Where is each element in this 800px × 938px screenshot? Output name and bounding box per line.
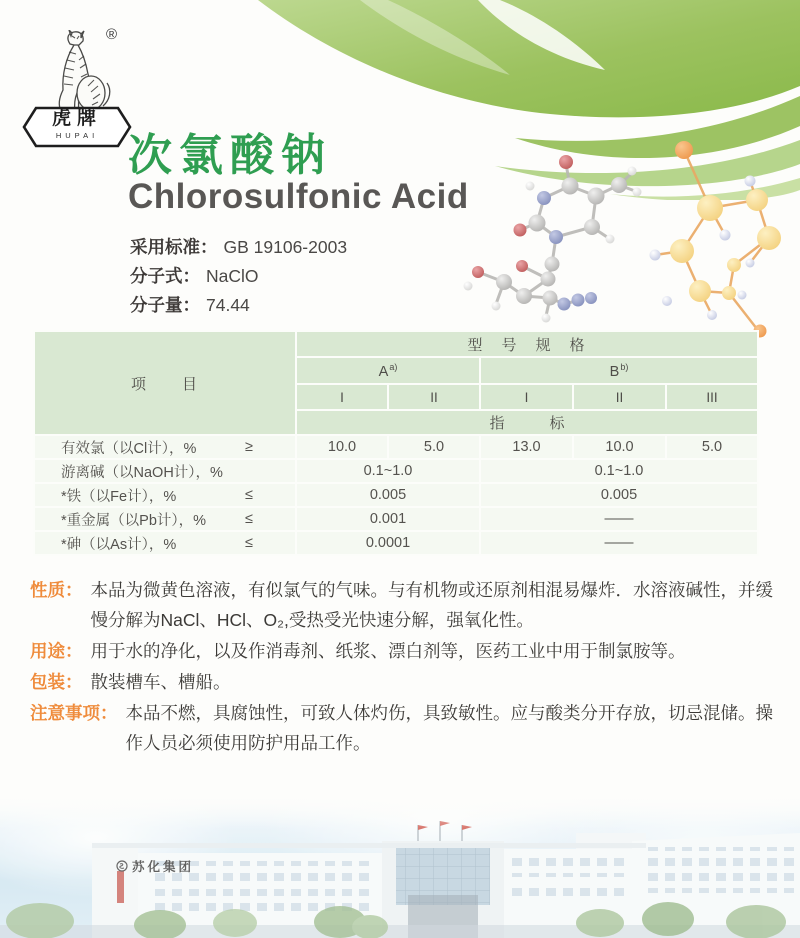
- table-header-item: [34, 331, 296, 435]
- section-precautions: [30, 698, 778, 758]
- product-title-english: Chlorosulfonic Acid: [128, 177, 469, 216]
- item-header-label: 项 目: [130, 375, 199, 393]
- row-label: 有效氯（以Cl计），%: [61, 440, 197, 457]
- row-operator: ≤: [245, 511, 253, 527]
- group-b-label: B: [609, 363, 620, 380]
- tiger-icon: [48, 30, 112, 114]
- brand-name-chinese: 虎牌: [51, 108, 102, 129]
- value-cell: 0.1~1.0: [480, 459, 758, 483]
- info-sections: [30, 575, 778, 759]
- group-a-superscript: a): [389, 361, 398, 372]
- value-cell: 5.0: [666, 435, 758, 459]
- spec-formula-value: NaClO: [206, 266, 259, 286]
- row-label-cell: [34, 435, 296, 459]
- row-label: *砷（以As计），%: [61, 536, 177, 553]
- subcol-b3: III: [666, 384, 758, 410]
- product-title-chinese: 次氯酸钠: [128, 131, 332, 180]
- molecule-illustration-yellow: [622, 138, 800, 350]
- subcol-b2: II: [573, 384, 666, 410]
- table-header-group-b: [480, 357, 758, 384]
- value-cell: ——: [480, 507, 758, 531]
- row-label-cell: [34, 531, 296, 555]
- section-properties: [30, 575, 778, 635]
- table-header-row-group: [34, 331, 758, 357]
- spec-molweight-value: 74.44: [206, 295, 250, 315]
- brand-logo: [20, 22, 138, 148]
- section-properties-text: 本品为微黄色溶液，有似氯气的气味。与有机物或还原剂相混易爆炸．水溶液碱性，并缓慢分解为NaCl、HCl、O₂,受热受光快速分解，强氧化性。: [90, 580, 773, 630]
- row-label-cell: [34, 507, 296, 531]
- table-row: [34, 459, 758, 483]
- brand-name-english: HUPAI: [55, 131, 99, 140]
- subcol-b1: I: [480, 384, 573, 410]
- table-row: [34, 483, 758, 507]
- spec-header-label: 型 号 规 格: [467, 336, 587, 354]
- suhua-logo-icon: [116, 860, 128, 872]
- section-precautions-label: 注意事项：: [30, 703, 118, 723]
- section-packaging-text: 散装槽车、槽船。: [90, 672, 231, 692]
- table-header-group-a: [296, 357, 480, 384]
- spec-formula-label: 分子式：: [130, 266, 200, 286]
- group-a-label: A: [378, 363, 389, 380]
- table-row: [34, 507, 758, 531]
- row-operator: ≤: [245, 535, 253, 551]
- subcol-a1: I: [296, 384, 388, 410]
- registered-trademark-icon: ®: [106, 26, 118, 43]
- group-b-superscript: b): [620, 361, 629, 372]
- row-label: *重金属（以Pb计），%: [61, 512, 207, 529]
- row-label-cell: [34, 459, 296, 483]
- section-packaging-label: 包装：: [30, 672, 83, 692]
- spec-standard-label: 采用标准：: [130, 237, 218, 257]
- value-cell: 13.0: [480, 435, 573, 459]
- value-cell: 0.005: [296, 483, 480, 507]
- spec-standard: [130, 233, 347, 262]
- section-uses: [30, 636, 778, 666]
- row-label: *铁（以Fe计），%: [61, 488, 177, 505]
- table-header-index: [296, 410, 758, 435]
- table-header-spec: [296, 331, 758, 357]
- spec-molweight: [130, 291, 347, 320]
- value-cell: 0.0001: [296, 531, 480, 555]
- table-row: [34, 435, 758, 459]
- row-label: 游离碱（以NaOH计），%: [61, 464, 223, 481]
- section-packaging: [30, 667, 778, 697]
- product-specs: [130, 233, 347, 320]
- section-properties-label: 性质：: [30, 580, 83, 600]
- value-cell: 10.0: [573, 435, 666, 459]
- value-cell: ——: [480, 531, 758, 555]
- row-operator: ≥: [245, 439, 253, 455]
- index-header-label: 指 标: [489, 415, 565, 432]
- value-cell: 5.0: [388, 435, 480, 459]
- row-label-cell: [34, 483, 296, 507]
- value-cell: 0.005: [480, 483, 758, 507]
- value-cell: 0.1~1.0: [296, 459, 480, 483]
- value-cell: 10.0: [296, 435, 388, 459]
- section-precautions-text: 本品不燃，具腐蚀性，可致人体灼伤，具致敏性。应与酸类分开存放，切忌混储。操作人员必须使用防护用品工作。: [125, 703, 773, 753]
- row-operator: ≤: [245, 487, 253, 503]
- table-row: [34, 531, 758, 555]
- spec-table: [33, 330, 759, 556]
- spec-molweight-label: 分子量：: [130, 295, 200, 315]
- spec-standard-value: GB 19106-2003: [223, 237, 348, 257]
- subcol-a2: II: [388, 384, 480, 410]
- section-uses-text: 用于水的净化，以及作消毒剂、纸浆、漂白剂等，医药工业中用于制氯胺等。: [90, 641, 686, 661]
- value-cell: 0.001: [296, 507, 480, 531]
- molecule-illustration-gray: [448, 146, 663, 346]
- spec-formula: [130, 262, 347, 291]
- building-sign-text: 苏化集团: [132, 860, 195, 874]
- factory-photo: [0, 795, 800, 938]
- building-sign: [116, 857, 194, 875]
- section-uses-label: 用途：: [30, 641, 83, 661]
